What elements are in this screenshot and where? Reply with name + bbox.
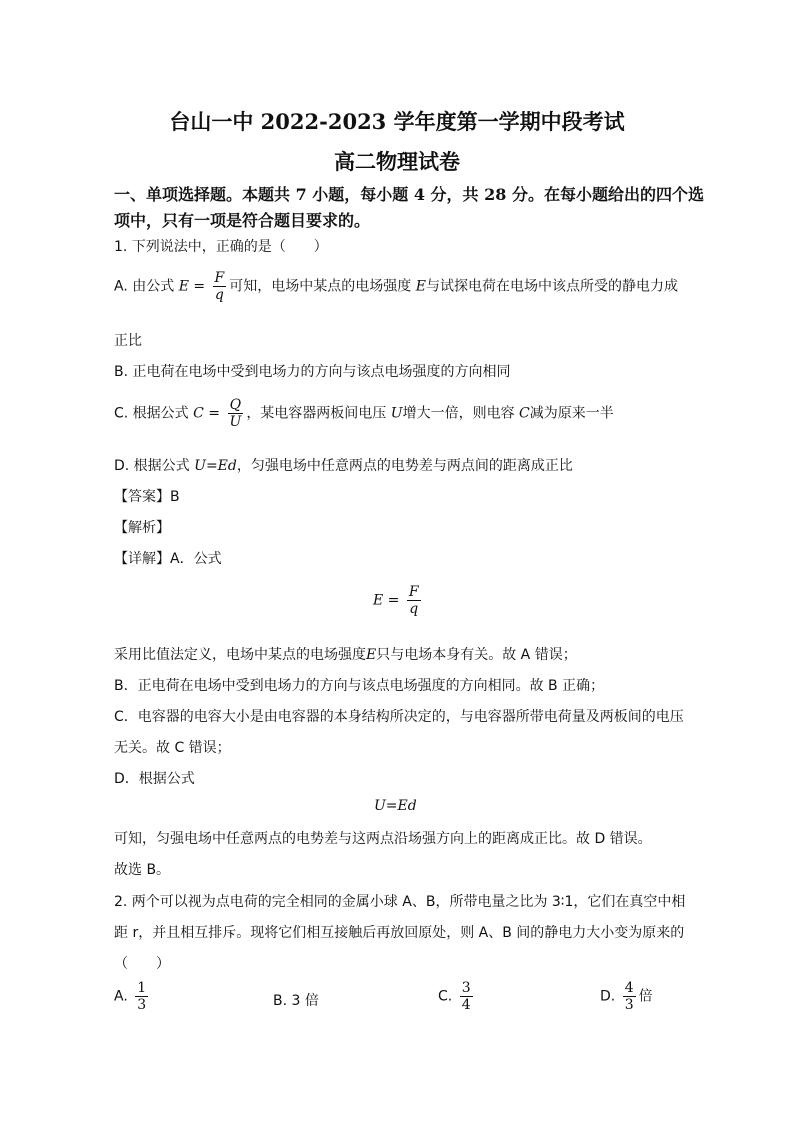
q1-option-c xyxy=(114,397,614,430)
q2-option-c-label: C. xyxy=(438,988,453,1005)
explanation-a-var: E xyxy=(366,647,377,663)
explanation-b: B．正电荷在电场中受到电场力的方向与该点电场强度的方向相同。故 B 正确； xyxy=(114,678,605,694)
fraction-denominator: q xyxy=(214,287,224,303)
q2-option-d-suffix: 倍 xyxy=(638,988,653,1005)
q2-stem-line2: 距 r，并且相互排斥。现将它们相互接触后再放回原处，则 A、B 间的静电力大小变为原来的 xyxy=(114,925,685,941)
q1-option-d-text: ，匀强电场中任意两点的电势差与两点间的距离成正比 xyxy=(236,458,573,474)
explanation-a-text2: 只与电场本身有关。故 A 错误； xyxy=(376,647,577,663)
q1-option-c-eq: C = xyxy=(193,405,221,422)
q2-stem-line1: 2. 两个可以视为点电荷的完全相同的金属小球 A、B，所带电量之比为 3∶1，它们在真空中相 xyxy=(114,894,686,910)
q1-option-a-fraction xyxy=(213,270,227,303)
q2-option-d-fraction xyxy=(623,980,636,1013)
q1-option-c-prefix: C. 根据公式 xyxy=(114,405,189,422)
q2-option-a xyxy=(114,980,151,1013)
fraction-denominator: U xyxy=(229,414,242,430)
q1-option-a-prefix: A. 由公式 xyxy=(114,278,175,295)
explanation-c-line2: 无关。故 C 错误； xyxy=(114,740,231,756)
formula-e-f-q xyxy=(373,584,424,617)
analysis-label: 【解析】 xyxy=(114,520,170,536)
q2-option-d xyxy=(600,980,653,1013)
q2-option-b: B. 3 倍 xyxy=(273,993,319,1009)
q1-stem: 1. 下列说法中，正确的是（ ） xyxy=(114,239,328,255)
q1-option-c-fraction xyxy=(228,397,244,430)
exam-subtitle: 高二物理试卷 xyxy=(334,149,460,174)
q1-option-a-text1: 可知，电场中某点的电场强度 xyxy=(229,278,412,295)
q1-option-c-text3: 减为原来一半 xyxy=(529,405,614,422)
fraction-numerator: Q xyxy=(228,397,244,414)
exam-title: 台山一中 2022-2023 学年度第一学期中段考试 xyxy=(169,109,625,134)
q1-option-c-var-u: U xyxy=(390,405,403,422)
formula-fraction xyxy=(407,584,421,617)
fraction-numerator: 4 xyxy=(624,980,634,996)
formula-u-ed: U=Ed xyxy=(374,798,417,814)
fraction-denominator: 3 xyxy=(624,997,634,1013)
fraction-numerator: 3 xyxy=(461,980,471,996)
fraction-numerator: 1 xyxy=(137,980,147,996)
explanation-a-text1: 采用比值法定义，电场中某点的电场强度 xyxy=(114,647,366,663)
q1-option-d-eq: U=Ed xyxy=(194,458,237,474)
fraction-denominator: 4 xyxy=(461,997,471,1013)
explanation-c-line1: C．电容器的电容大小是由电容器的本身结构所决定的，与电容器所带电荷量及两板间的电压 xyxy=(114,709,684,725)
fraction-numerator: F xyxy=(214,270,225,286)
formula-lhs: E = xyxy=(373,592,400,609)
q1-option-a-eq: E = xyxy=(178,278,206,295)
q2-stem-line3: （ ） xyxy=(114,956,170,972)
explanation-d-line2: 可知，匀强电场中任意两点的电势差与这两点沿场强方向上的距离成正比。故 D 错误。 xyxy=(114,831,652,847)
fraction-denominator: 3 xyxy=(137,997,147,1013)
q2-option-a-fraction xyxy=(135,980,148,1013)
q1-option-c-text2: 增大一倍，则电容 xyxy=(402,405,515,422)
q1-option-a-text2: 与试探电荷在电场中该点所受的静电力成 xyxy=(425,278,678,295)
explanation-a xyxy=(114,644,577,664)
q1-option-d xyxy=(114,455,573,475)
q2-option-c xyxy=(438,980,476,1013)
explanation-d-line1: D．根据公式 xyxy=(114,771,195,787)
q2-option-a-label: A. xyxy=(114,988,128,1005)
section-heading-line2: 项中，只有一项是符合题目要求的。 xyxy=(114,211,371,230)
section-heading-line1: 一、单项选择题。本题共 7 小题，每小题 4 分，共 28 分。在每小题给出的四个选 xyxy=(114,185,704,204)
q1-option-a-continuation: 正比 xyxy=(114,333,142,349)
q1-option-c-var-c: C xyxy=(519,405,530,422)
q1-option-a xyxy=(114,270,678,303)
q2-option-d-label: D. xyxy=(600,988,616,1005)
fraction-denominator: q xyxy=(409,601,419,617)
q1-option-c-text1: ，某电容器两板间电压 xyxy=(246,405,387,422)
fraction-numerator: F xyxy=(408,584,419,600)
q1-option-a-var: E xyxy=(415,278,426,295)
q1-option-d-prefix: D. 根据公式 xyxy=(114,458,190,474)
detail-label: 【详解】A．公式 xyxy=(114,551,222,567)
q2-option-c-fraction xyxy=(460,980,473,1013)
q1-option-b: B. 正电荷在电场中受到电场力的方向与该点电场强度的方向相同 xyxy=(114,364,511,380)
conclusion: 故选 B。 xyxy=(114,862,171,878)
answer-label: 【答案】B xyxy=(114,489,180,505)
